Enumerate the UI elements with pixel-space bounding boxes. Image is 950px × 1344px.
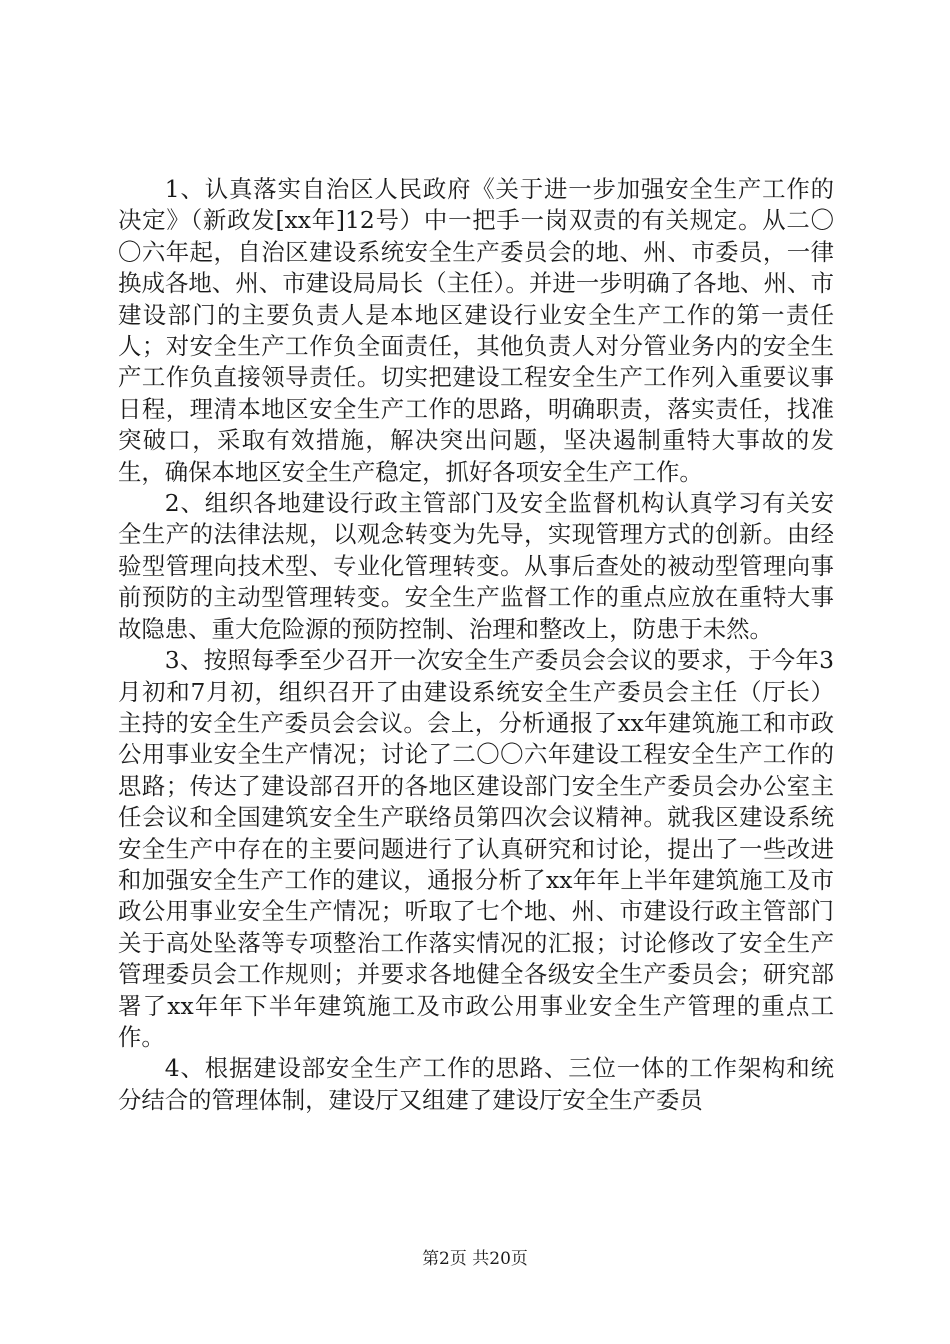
document-body: [118, 174, 834, 1116]
paragraph-4: 4、根据建设部安全生产工作的思路、三位一体的工作架构和统分结合的管理体制，建设厅又组建了建设厅安全生产委员: [118, 1054, 834, 1114]
paragraph-1: 1、认真落实自治区人民政府《关于进一步加强安全生产工作的决定》（新政发[xx年]12号）中一把手一岗双责的有关规定。从二〇〇六年起，自治区建设系统安全生产委员会的地、州、市委员，一律换成各地、州、市建设局局长（主任）。并进一步明确了各地、州、市建设部门的主要负责人是本地区建设行业安全生产工作的第一责任人；对安全生产工作负全面责任，其他负责人对分管业务内的安全生产工作负直接领导责任。切实把建设工程安全生产工作列入重要议事日程，理清本地区安全生产工作的思路，明确职责，落实责任，找准突破口，采取有效措施，解决突出问题，坚决遏制重特大事故的发生，确保本地区安全生产稳定，抓好各项安全生产工作。: [118, 175, 834, 486]
paragraph-3: 3、按照每季至少召开一次安全生产委员会会议的要求，于今年3月初和7月初，组织召开了由建设系统安全生产委员会主任（厅长）主持的安全生产委员会会议。会上，分析通报了xx年建筑施工和市政公用事业安全生产情况；讨论了二〇〇六年建设工程安全生产工作的思路；传达了建设部召开的各地区建设部门安全生产委员会办公室主任会议和全国建筑安全生产联络员第四次会议精神。就我区建设系统安全生产中存在的主要问题进行了认真研究和讨论，提出了一些改进和加强安全生产工作的建议，通报分析了xx年年上半年建筑施工及市政公用事业安全生产情况；听取了七个地、州、市建设行政主管部门关于高处坠落等专项整治工作落实情况的汇报；讨论修改了安全生产管理委员会工作规则；并要求各地健全各级安全生产委员会；研究部署了xx年年下半年建筑施工及市政公用事业安全生产管理的重点工作。: [118, 646, 834, 1051]
page-number-footer: 第2页 共20页: [422, 1249, 528, 1269]
paragraph-2: 2、组织各地建设行政主管部门及安全监督机构认真学习有关安全生产的法律法规，以观念转变为先导，实现管理方式的创新。由经验型管理向技术型、专业化管理转变。从事后查处的被动型管理向事前预防的主动型管理转变。安全生产监督工作的重点应放在重特大事故隐患、重大危险源的预防控制、治理和整改上，防患于未然。: [118, 489, 834, 643]
